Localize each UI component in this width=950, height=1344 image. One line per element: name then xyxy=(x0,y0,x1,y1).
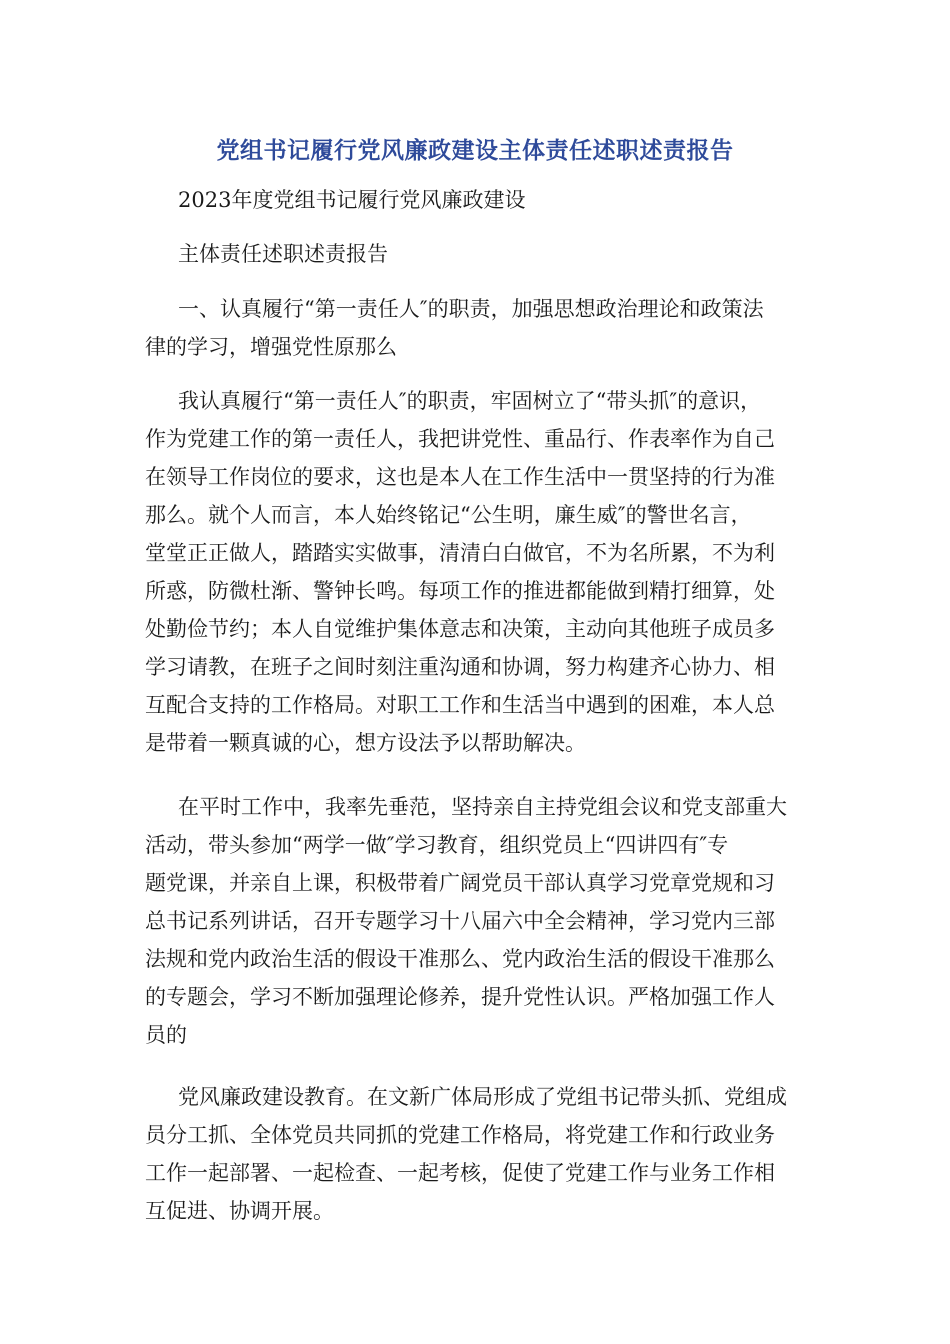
paragraph-line: 员的 xyxy=(145,1023,187,1047)
paragraph-line: 我认真履行“第一责任人″的职责，牢固树立了“带头抓″的意识， xyxy=(178,389,762,413)
document-title: 党组书记履行党风廉政建设主体责任述职述责报告 xyxy=(216,138,734,164)
paragraph-line: 学习请教，在班子之间时刻注重沟通和协调，努力构建齐心协力、相 xyxy=(145,655,775,679)
paragraph-line: 那么。就个人而言，本人始终铭记“公生明，廉生威″的警世名言， xyxy=(145,503,752,527)
paragraph-line: 互促进、协调开展。 xyxy=(145,1199,334,1223)
paragraph-line: 所惑，防微杜渐、警钟长鸣。每项工作的推进都能做到精打细算，处 xyxy=(145,579,775,603)
paragraph-line: 一、认真履行“第一责任人″的职责，加强思想政治理论和政策法 xyxy=(178,297,764,321)
paragraph-line: 总书记系列讲话，召开专题学习十八届六中全会精神，学习党内三部 xyxy=(145,909,775,933)
paragraph-line: 在平时工作中，我率先垂范，坚持亲自主持党组会议和党支部重大 xyxy=(178,795,787,819)
paragraph-line: 工作一起部署、一起检查、一起考核，促使了党建工作与业务工作相 xyxy=(145,1161,775,1185)
paragraph-line: 处勤俭节约；本人自觉维护集体意志和决策，主动向其他班子成员多 xyxy=(145,617,775,641)
paragraph-line: 员分工抓、全体党员共同抓的党建工作格局，将党建工作和行政业务 xyxy=(145,1123,775,1147)
paragraph-line: 题党课，并亲自上课，积极带着广阔党员干部认真学习党章党规和习 xyxy=(145,871,775,895)
paragraph-line: 活动，带头参加“两学一做″学习教育，组织党员上“四讲四有″专 xyxy=(145,833,729,857)
paragraph-line: 互配合支持的工作格局。对职工工作和生活当中遇到的困难，本人总 xyxy=(145,693,775,717)
paragraph-line: 2023年度党组书记履行党风廉政建设 xyxy=(178,188,526,212)
paragraph-line: 在领导工作岗位的要求，这也是本人在工作生活中一贯坚持的行为准 xyxy=(145,465,775,489)
paragraph-line: 主体责任述职述责报告 xyxy=(178,242,388,266)
paragraph-line: 堂堂正正做人，踏踏实实做事，清清白白做官，不为名所累，不为利 xyxy=(145,541,775,565)
paragraph-line: 作为党建工作的第一责任人，我把讲党性、重品行、作表率作为自己 xyxy=(145,427,775,451)
paragraph-line: 法规和党内政治生活的假设干准那么、党内政治生活的假设干准那么 xyxy=(145,947,775,971)
paragraph-line: 党风廉政建设教育。在文新广体局形成了党组书记带头抓、党组成 xyxy=(178,1085,787,1109)
paragraph-line: 律的学习，增强党性原那么 xyxy=(145,335,397,359)
paragraph-line: 的专题会，学习不断加强理论修养，提升党性认识。严格加强工作人 xyxy=(145,985,775,1009)
paragraph-line: 是带着一颗真诚的心，想方设法予以帮助解决。 xyxy=(145,731,586,755)
